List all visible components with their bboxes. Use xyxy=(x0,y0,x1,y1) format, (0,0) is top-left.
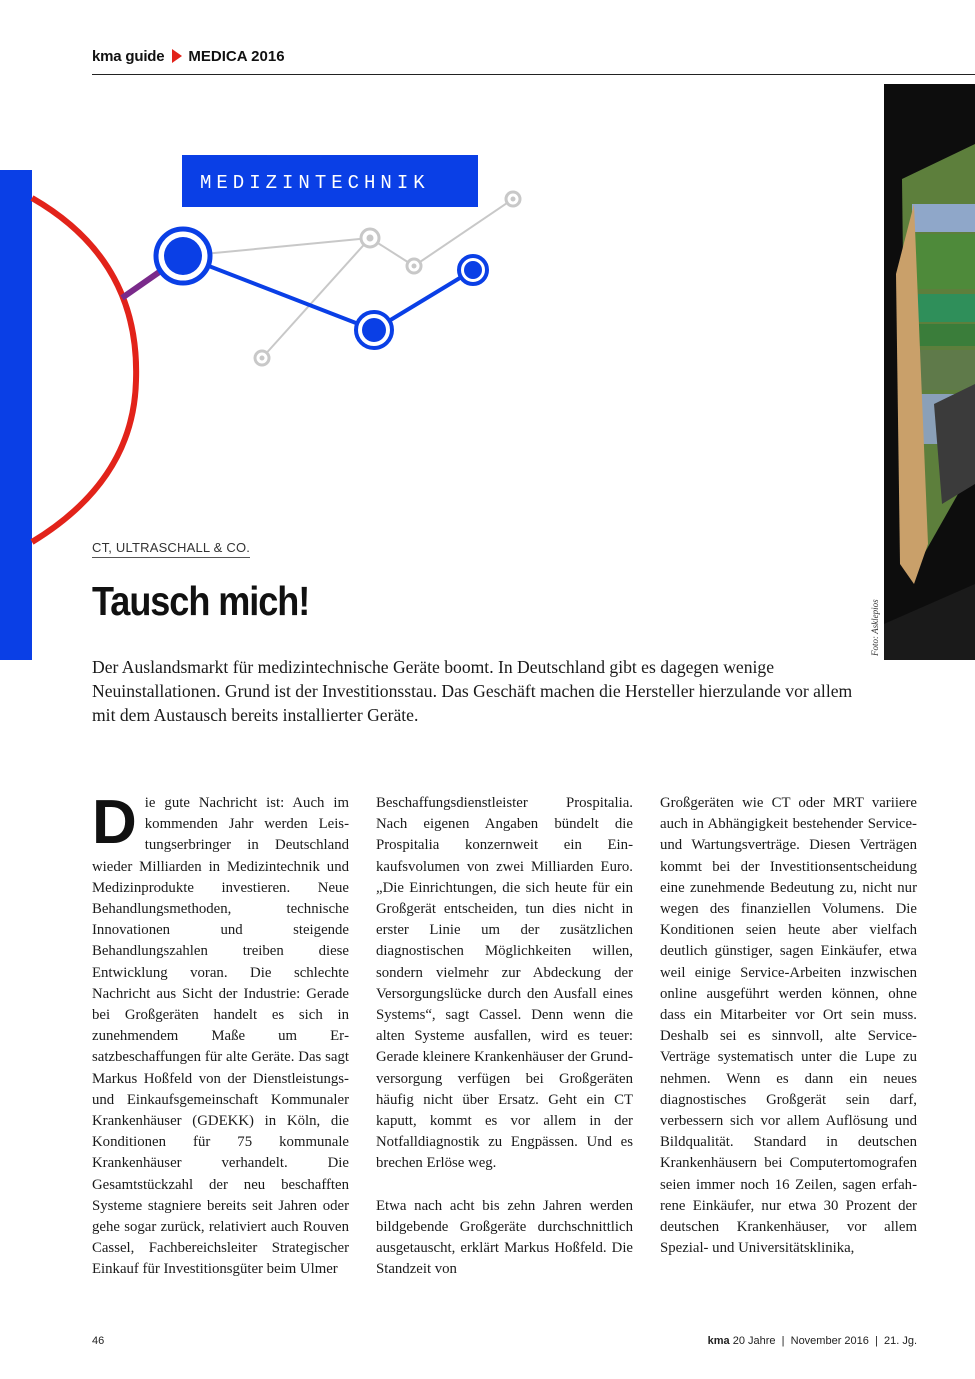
footer-issue: 20 Jahre | November 2016 | 21. Jg. xyxy=(732,1335,917,1347)
column-2-paragraph-2: Etwa nach acht bis zehn Jahren werden bildgebende Großgeräte durchschnittlich ausgetauscht, erklärt Markus Hoßfeld. Die Standzeit von xyxy=(376,1197,633,1278)
column-3-text: Großgeräten wie CT oder MRT variiere auch in Abhängigkeit bestehender Service- und Wartungsverträge. Diesen Verträgen kommt bei der Investitionsentscheidung eine zunehmende Bedeutung zu, nicht nur wegen des finanziellen Volumens. Die Konditionen seien heute aber vielfach deutlich günstiger, sagen Einkäufer, etwa weil einige Service-Arbeiten inzwischen online ausgeführt werden können, ohne dass ein Mitarbeiter vor Ort sein muss. Deshalb sei es sinnvoll, alte Service-Verträge systematisch unter die Lupe zu nehmen. Wenn es dann ein neues diagnostisches Großgerät sein darf, verbessern sich vor allem Auflösung und Bildqualität. Standard in deutschen Krankenhäusern bei Computertomografen seien immer noch 16 Zeilen, sagen erfahrene Einkäufer, nur etwa 30 Prozent der deutschen Krankenhäuser, vor allem Spezial- und Universitätsklinika, xyxy=(660,795,917,1257)
footer-brand: kma xyxy=(707,1335,730,1347)
grey-node-core xyxy=(260,356,265,361)
grey-link xyxy=(262,238,370,358)
column-paragraph xyxy=(92,788,349,1281)
node-small-core xyxy=(464,261,482,279)
running-footer xyxy=(708,1335,917,1347)
photo-credit: Foto: Asklepios xyxy=(870,599,880,656)
grey-node-core xyxy=(412,264,417,269)
grey-link xyxy=(414,199,513,266)
article-column-1 xyxy=(92,788,349,1281)
article-column-2 xyxy=(376,793,633,1281)
red-arc xyxy=(32,198,136,542)
hospital-photo xyxy=(884,84,975,660)
lead-paragraph: Der Auslandsmarkt für medizintechnische Geräte boomt. In Deutschland gibt es dagegen wenige Neuinstallationen. Grund ist der Investitionsstau. Das Geschäft machen die Hersteller hierzulande vor allem mit dem Austausch bereits installierter Geräte. xyxy=(92,657,853,725)
page-number: 46 xyxy=(92,1335,105,1347)
blue-link xyxy=(183,256,374,330)
column-1-text: ie gute Nachricht ist: Auch im kommenden Jahr werden Leistungserbringer in Deutschland wieder Milliarden in Medizintechnik und Medizinprodukte investieren. Neue Behandlungsmethoden, technische Innovationen und steigende Behandlungszahlen treiben diese Entwicklung voran. Die schlechte Nachricht aus Sicht der Industrie: Gerade bei Großgeräten handelt es sich in zunehmendem Maße um Ersatzbeschaffungen für alte Geräte. Das sagt Markus Hoßfeld von der Dienstleistungs- und Einkaufsgemeinschaft Kommunaler Krankenhäuser (GDEKK) in Köln, die Konditionen für 75 kommunale Krankenhäuser verhandelt. Die Gesamtstückzahl der neu beschafften Systeme stagniere bereits seit Jahren oder gehe sogar zurück, relativiert auch Rouven Cassel, Fachbereichsleiter Strategischer Einkauf für Investitionsgüter beim Ulmer xyxy=(92,795,349,1278)
kicker: CT, ULTRASCHALL & CO. xyxy=(92,540,251,555)
header-section: MEDICA 2016 xyxy=(188,48,285,65)
column-2-paragraph-1: Beschaffungsdienstleister Prospitalia. Nach eigenen Angaben bündelt die Prospitalia konzernweit ein Einkaufsvolumen von zwei Milliarden Euro. „Die Einrichtungen, die sich heute für ein Großgerät entscheiden, tun dies nicht in erster Linie um der zusätzlichen diagnostischen Möglichkeiten willen, sondern vielmehr zur Abdeckung der Versorgungslücke durch den Ausfall eines Systems“, sagt Cassel. Denn wenn die alten Systeme ausfallen, wird es teuer: Gerade kleinere Krankenhäuser der Grundversorgung verfügen bei Großgeräten häufig nicht über Ersatz. Geht ein CT kaputt, kommt es vor allem in der Notfalldiagnostik zu Engpässen. Und es brechen Erlöse weg. xyxy=(376,795,633,1172)
article-column-3 xyxy=(660,793,917,1259)
dropcap: D xyxy=(92,788,137,857)
grey-node-core xyxy=(511,197,516,202)
grey-node-core xyxy=(367,235,374,242)
section-tag: MEDIZINTECHNIK xyxy=(200,172,430,194)
network-graphic xyxy=(0,150,560,570)
article-title: Tausch mich! xyxy=(92,578,310,624)
play-arrow-icon xyxy=(172,49,182,63)
photo-strip xyxy=(884,84,975,660)
header-rule xyxy=(92,74,975,75)
node-large-core xyxy=(164,237,202,275)
node-medium-core xyxy=(362,318,386,342)
running-header xyxy=(92,48,285,65)
header-brand: kma guide xyxy=(92,48,165,65)
